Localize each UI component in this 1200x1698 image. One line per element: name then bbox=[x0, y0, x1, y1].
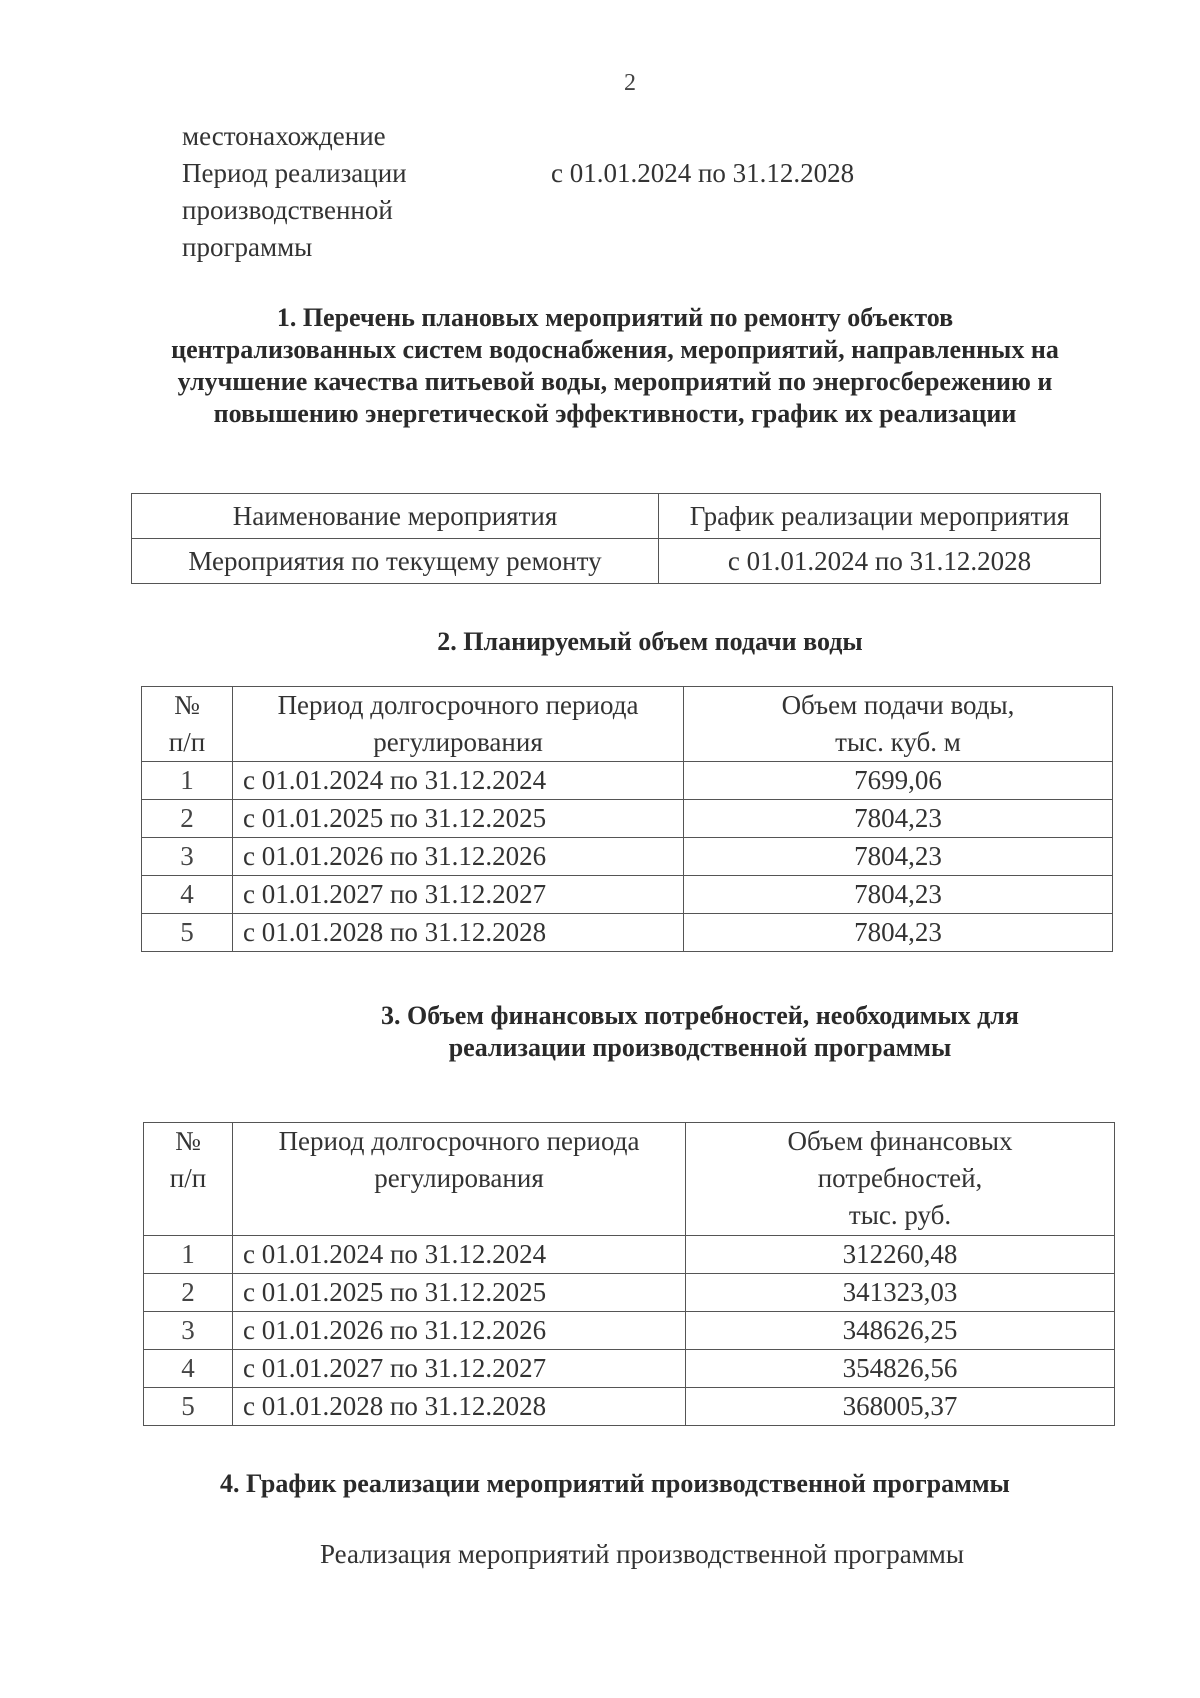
row-value: 7804,23 bbox=[684, 838, 1113, 876]
section3-heading-line1: 3. Объем финансовых потребностей, необходимых для bbox=[381, 1001, 1019, 1030]
header-period-line1: Период долгосрочного периода bbox=[277, 690, 639, 720]
row-value: 312260,48 bbox=[686, 1236, 1115, 1274]
header-cell-no bbox=[142, 687, 233, 762]
row-value: 7804,23 bbox=[684, 914, 1113, 952]
measure-period-cell: с 01.01.2024 по 31.12.2028 bbox=[659, 539, 1101, 584]
section1-heading-line4: повышению энергетической эффективности, график их реализации bbox=[213, 399, 1017, 428]
row-no: 4 bbox=[142, 876, 233, 914]
row-period: с 01.01.2026 по 31.12.2026 bbox=[233, 838, 684, 876]
table-row bbox=[132, 539, 1101, 584]
section2-heading: 2. Планируемый объем подачи воды bbox=[437, 627, 863, 656]
period-label-line3: программы bbox=[182, 232, 313, 262]
row-period: с 01.01.2027 по 31.12.2027 bbox=[233, 876, 684, 914]
header-no-line2: п/п bbox=[168, 727, 206, 757]
header-period-line2: регулирования bbox=[374, 1163, 544, 1193]
header-cell-value bbox=[684, 687, 1113, 762]
row-period: с 01.01.2028 по 31.12.2028 bbox=[233, 1388, 686, 1426]
page-number: 2 bbox=[624, 70, 636, 96]
header-cell-no bbox=[144, 1123, 233, 1236]
section4-heading: 4. График реализации мероприятий производственной программы bbox=[220, 1469, 1010, 1498]
header-no-line1: № bbox=[174, 690, 200, 720]
row-no: 3 bbox=[142, 838, 233, 876]
location-label: местонахождение bbox=[182, 121, 386, 151]
header-value-line1: Объем финансовых bbox=[787, 1126, 1013, 1156]
header-cell-period bbox=[233, 687, 684, 762]
row-no: 2 bbox=[144, 1274, 233, 1312]
section4-text: Реализация мероприятий производственной программы bbox=[320, 1539, 965, 1569]
section3-heading bbox=[170, 1000, 1200, 1064]
row-value: 7699,06 bbox=[684, 762, 1113, 800]
table-row bbox=[144, 1388, 1115, 1426]
row-no: 3 bbox=[144, 1312, 233, 1350]
row-value: 368005,37 bbox=[686, 1388, 1115, 1426]
section1-heading-line2: централизованных систем водоснабжения, мероприятий, направленных на bbox=[171, 335, 1059, 364]
header-cell: Наименование мероприятия bbox=[132, 494, 659, 539]
measures-table bbox=[131, 493, 1101, 584]
row-value: 341323,03 bbox=[686, 1274, 1115, 1312]
header-cell-period bbox=[233, 1123, 686, 1236]
row-period: с 01.01.2027 по 31.12.2027 bbox=[233, 1350, 686, 1388]
row-value: 354826,56 bbox=[686, 1350, 1115, 1388]
water-volume-table bbox=[141, 686, 1113, 952]
table-row bbox=[142, 838, 1113, 876]
row-value: 7804,23 bbox=[684, 800, 1113, 838]
row-period: с 01.01.2024 по 31.12.2024 bbox=[233, 762, 684, 800]
row-no: 4 bbox=[144, 1350, 233, 1388]
header-value-line2: потребностей, bbox=[817, 1163, 983, 1193]
measure-name-cell: Мероприятия по текущему ремонту bbox=[132, 539, 659, 584]
table-row bbox=[142, 762, 1113, 800]
header-cell: График реализации мероприятия bbox=[659, 494, 1101, 539]
table-header-row bbox=[144, 1123, 1115, 1236]
period-label-line1: Период реализации bbox=[182, 158, 407, 188]
header-value-line1: Объем подачи воды, bbox=[781, 690, 1015, 720]
row-period: с 01.01.2025 по 31.12.2025 bbox=[233, 1274, 686, 1312]
header-cell-value bbox=[686, 1123, 1115, 1236]
header-period-line2: регулирования bbox=[373, 727, 543, 757]
row-no: 1 bbox=[144, 1236, 233, 1274]
row-no: 5 bbox=[144, 1388, 233, 1426]
financial-needs-table bbox=[143, 1122, 1115, 1426]
header-no-line2: п/п bbox=[169, 1163, 207, 1193]
table-row bbox=[144, 1236, 1115, 1274]
period-value: с 01.01.2024 по 31.12.2028 bbox=[551, 158, 855, 188]
table-row bbox=[144, 1312, 1115, 1350]
table-row bbox=[144, 1274, 1115, 1312]
row-no: 5 bbox=[142, 914, 233, 952]
header-period-line1: Период долгосрочного периода bbox=[278, 1126, 640, 1156]
header-value-line3: тыс. руб. bbox=[848, 1200, 952, 1230]
header-value-line2: тыс. куб. м bbox=[835, 727, 961, 757]
table-row bbox=[144, 1350, 1115, 1388]
section1-heading bbox=[120, 302, 1110, 430]
section1-heading-line3: улучшение качества питьевой воды, мероприятий по энергосбережению и bbox=[177, 367, 1053, 396]
row-no: 1 bbox=[142, 762, 233, 800]
row-value: 348626,25 bbox=[686, 1312, 1115, 1350]
row-value: 7804,23 bbox=[684, 876, 1113, 914]
table-row bbox=[142, 800, 1113, 838]
table-header-row bbox=[132, 494, 1101, 539]
row-period: с 01.01.2025 по 31.12.2025 bbox=[233, 800, 684, 838]
row-period: с 01.01.2026 по 31.12.2026 bbox=[233, 1312, 686, 1350]
row-period: с 01.01.2024 по 31.12.2024 bbox=[233, 1236, 686, 1274]
table-header-row bbox=[142, 687, 1113, 762]
header-no-line1: № bbox=[175, 1126, 201, 1156]
period-label-line2: производственной bbox=[182, 195, 393, 225]
table-row bbox=[142, 914, 1113, 952]
table-row bbox=[142, 876, 1113, 914]
row-no: 2 bbox=[142, 800, 233, 838]
section3-heading-line2: реализации производственной программы bbox=[448, 1033, 952, 1062]
section1-heading-line1: 1. Перечень плановых мероприятий по ремонту объектов bbox=[276, 303, 954, 332]
row-period: с 01.01.2028 по 31.12.2028 bbox=[233, 914, 684, 952]
